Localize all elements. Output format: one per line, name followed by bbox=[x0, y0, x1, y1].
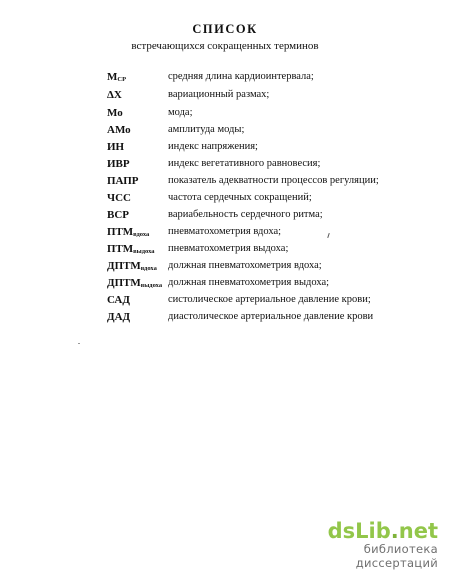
term-subscript: СР bbox=[117, 76, 127, 83]
term-abbreviation: АМо bbox=[107, 124, 131, 136]
term-abbreviation: МСР bbox=[107, 71, 127, 83]
term-abbreviation: ДПТМвдоха bbox=[107, 260, 157, 272]
term-abbreviation: ПАПР bbox=[107, 175, 139, 187]
term-definition: должная пневматохометрия вдоха; bbox=[168, 260, 322, 271]
term-definition: амплитуда моды; bbox=[168, 124, 245, 135]
term-abbreviation: Мо bbox=[107, 107, 123, 119]
term-definition: показатель адекватности процессов регуляции; bbox=[168, 175, 379, 186]
term-row bbox=[0, 124, 450, 141]
term-definition: должная пневматохометрия выдоха; bbox=[168, 277, 330, 288]
term-definition: частота сердечных сокращений; bbox=[168, 192, 312, 203]
page-title: СПИСОК bbox=[192, 22, 258, 36]
term-row bbox=[0, 107, 450, 124]
term-abbreviation: ИН bbox=[107, 141, 125, 153]
term-abbreviation: ДПТМвыдоха bbox=[107, 277, 163, 289]
term-row bbox=[0, 71, 450, 88]
term-abbreviation: ИВР bbox=[107, 158, 130, 170]
term-definition: вариабельность сердечного ритма; bbox=[168, 209, 323, 220]
term-definition: мода; bbox=[168, 107, 193, 118]
term-subscript: вдоха bbox=[133, 231, 150, 238]
dslib-logo: dsLib.net bbox=[327, 519, 438, 543]
term-definition: систолическое артериальное давление крови; bbox=[168, 294, 371, 305]
term-definition: диастолическое артериальное давление крови bbox=[168, 311, 374, 322]
term-row bbox=[0, 311, 450, 328]
term-row bbox=[0, 209, 450, 226]
dslib-watermark bbox=[288, 520, 438, 570]
term-abbreviation: ΔХ bbox=[107, 89, 122, 101]
term-subscript: вдоха bbox=[140, 265, 157, 272]
term-row bbox=[0, 192, 450, 209]
term-row bbox=[0, 141, 450, 158]
dslib-caption: библиотека диссертаций bbox=[355, 542, 438, 570]
term-row bbox=[0, 243, 450, 260]
term-row bbox=[0, 175, 450, 192]
page-subtitle: встречающихся сокращенных терминов bbox=[131, 40, 319, 52]
term-definition: пневматохометрия выдоха; bbox=[168, 243, 289, 254]
term-abbreviation: ПТМвыдоха bbox=[107, 243, 155, 255]
term-abbreviation: ЧСС bbox=[107, 192, 131, 204]
term-row bbox=[0, 260, 450, 277]
term-row bbox=[0, 158, 450, 175]
term-subscript: выдоха bbox=[140, 282, 163, 289]
term-abbreviation: ПТМвдоха bbox=[107, 226, 150, 238]
term-definition: индекс напряжения; bbox=[168, 141, 258, 152]
term-definition: индекс вегетативного равновесия; bbox=[168, 158, 321, 169]
term-definition: вариационный размах; bbox=[168, 89, 270, 100]
scan-speck bbox=[78, 343, 80, 344]
term-definition: средняя длина кардиоинтервала; bbox=[168, 71, 314, 82]
term-definition: пневматохометрия вдоха; bbox=[168, 226, 282, 237]
term-subscript: выдоха bbox=[133, 248, 155, 255]
term-row bbox=[0, 294, 450, 311]
term-row bbox=[0, 226, 450, 243]
term-abbreviation: ДАД bbox=[107, 311, 131, 323]
term-abbreviation: ВСР bbox=[107, 209, 129, 221]
term-abbreviation: САД bbox=[107, 294, 130, 306]
term-row bbox=[0, 89, 450, 106]
term-row bbox=[0, 277, 450, 294]
